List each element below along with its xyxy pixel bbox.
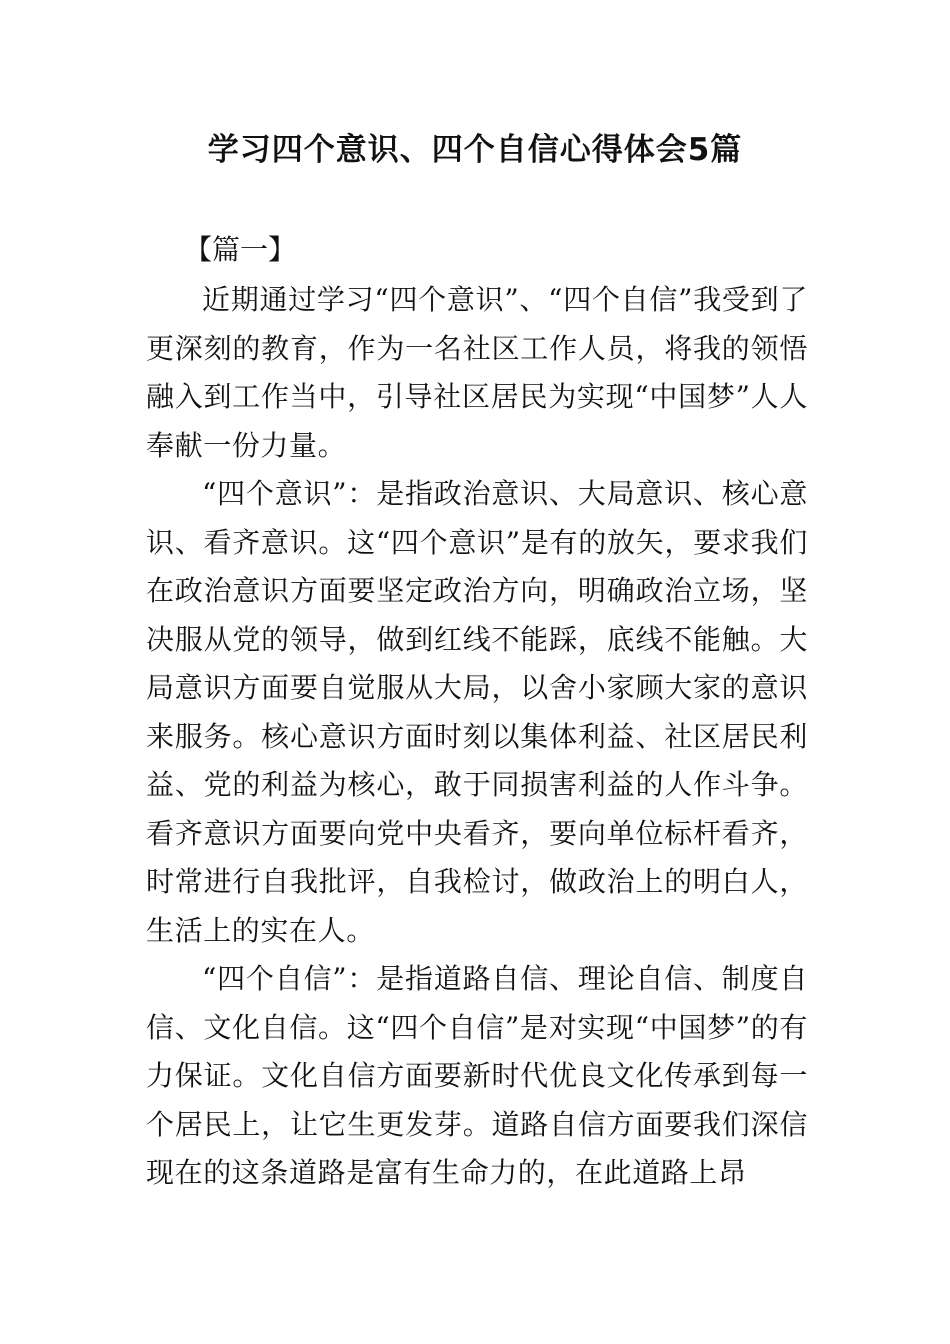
- body-text: [146, 276, 808, 1198]
- document-title: 学习四个意识、四个自信心得体会5篇: [207, 132, 743, 168]
- section-heading: 【篇一】: [184, 233, 297, 266]
- paragraph-four-consciousness: “四个意识”：是指政治意识、大局意识、核心意识、看齐意识。这“四个意识”是有的放矢，要求我们在政治意识方面要坚定政治方向，明确政治立场，坚决服从党的领导，做到红线不能踩，底线不能触。大局意识方面要自觉服从大局，以舍小家顾大家的意识来服务。核心意识方面时刻以集体利益、社区居民利益、党的利益为核心，敢于同损害利益的人作斗争。看齐意识方面要向党中央看齐，要向单位标杆看齐，时常进行自我批评，自我检讨，做政治上的明白人，生活上的实在人。: [146, 477, 808, 947]
- paragraph-four-confidence: “四个自信”：是指道路自信、理论自信、制度自信、文化自信。这“四个自信”是对实现“中国梦”的有力保证。文化自信方面要新时代优良文化传承到每一个居民上，让它生更发芽。道路自信方面要我们深信现在的这条道路是富有生命力的，在此道路上昂: [146, 962, 808, 1189]
- paragraph-intro: 近期通过学习“四个意识”、“四个自信”我受到了更深刻的教育，作为一名社区工作人员，将我的领悟融入到工作当中，引导社区居民为实现“中国梦”人人奉献一份力量。: [146, 283, 808, 462]
